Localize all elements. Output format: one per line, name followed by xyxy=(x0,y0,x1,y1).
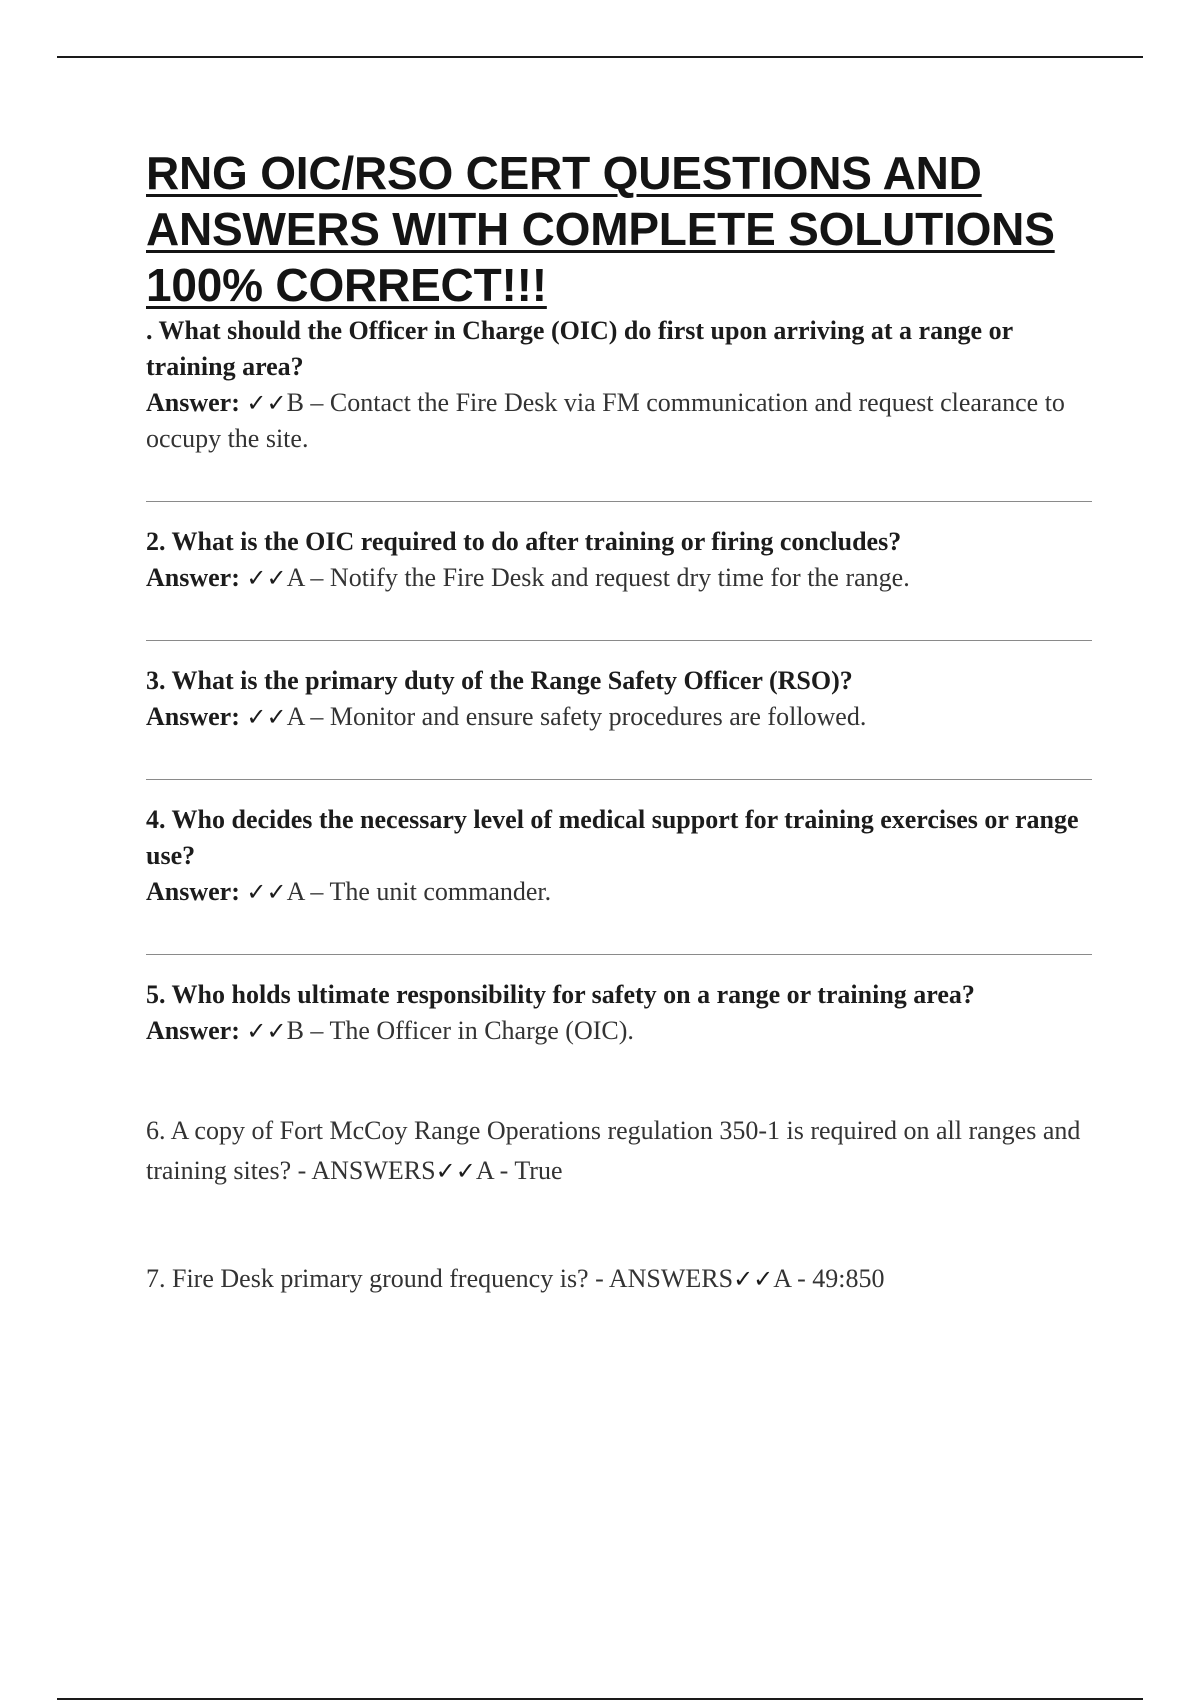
divider xyxy=(146,779,1092,780)
qa-item xyxy=(146,524,1092,596)
divider xyxy=(146,954,1092,955)
document-body xyxy=(146,145,1092,1299)
double-check-icon: ✓✓ xyxy=(435,1157,476,1185)
plain-qa-item xyxy=(146,1259,1092,1299)
answer-value: A – Monitor and ensure safety procedures are followed. xyxy=(286,702,867,731)
qa-item xyxy=(146,313,1092,457)
question-text: 2. What is the OIC required to do after training or firing concludes? xyxy=(146,527,902,556)
question-text: 5. Who holds ultimate responsibility for safety on a range or training area? xyxy=(146,980,975,1009)
double-check-icon: ✓✓ xyxy=(246,703,287,731)
qa-item xyxy=(146,802,1092,910)
answer-text xyxy=(146,1013,1092,1049)
double-check-icon: ✓✓ xyxy=(246,389,287,417)
answer-label: Answer: xyxy=(146,388,240,417)
document-title: RNG OIC/RSO CERT QUESTIONS AND ANSWERS WITH COMPLETE SOLUTIONS 100% CORRECT!!! xyxy=(146,147,1055,311)
header-rule xyxy=(57,56,1143,58)
answer-label: Answer: xyxy=(146,702,240,731)
plain-question: 7. Fire Desk primary ground frequency is? - ANSWERS xyxy=(146,1264,734,1293)
answer-value: B – Contact the Fire Desk via FM communication and request clearance to occupy the site. xyxy=(146,388,1065,453)
double-check-icon: ✓✓ xyxy=(733,1265,774,1293)
answer-label: Answer: xyxy=(146,1016,240,1045)
question-text: . What should the Officer in Charge (OIC) do first upon arriving at a range or training area? xyxy=(146,316,1013,381)
answer-label: Answer: xyxy=(146,563,240,592)
plain-answer: A - 49:850 xyxy=(773,1264,885,1293)
plain-answer: A - True xyxy=(475,1156,563,1185)
plain-qa-item xyxy=(146,1111,1092,1191)
answer-text xyxy=(146,385,1092,457)
answer-value: A – Notify the Fire Desk and request dry time for the range. xyxy=(286,563,910,592)
qa-item xyxy=(146,663,1092,735)
answer-value: A – The unit commander. xyxy=(286,877,552,906)
plain-question: 6. A copy of Fort McCoy Range Operations regulation 350-1 is required on all ranges and training sites? - ANSWERS xyxy=(146,1116,1081,1185)
divider xyxy=(146,640,1092,641)
answer-text xyxy=(146,699,1092,735)
question-text: 3. What is the primary duty of the Range Safety Officer (RSO)? xyxy=(146,666,853,695)
qa-item xyxy=(146,977,1092,1049)
answer-value: B – The Officer in Charge (OIC). xyxy=(286,1016,634,1045)
divider xyxy=(146,501,1092,502)
double-check-icon: ✓✓ xyxy=(246,1017,287,1045)
question-text: 4. Who decides the necessary level of medical support for training exercises or range use? xyxy=(146,805,1079,870)
double-check-icon: ✓✓ xyxy=(246,564,287,592)
double-check-icon: ✓✓ xyxy=(246,878,287,906)
answer-text xyxy=(146,874,1092,910)
answer-label: Answer: xyxy=(146,877,240,906)
answer-text xyxy=(146,560,1092,596)
